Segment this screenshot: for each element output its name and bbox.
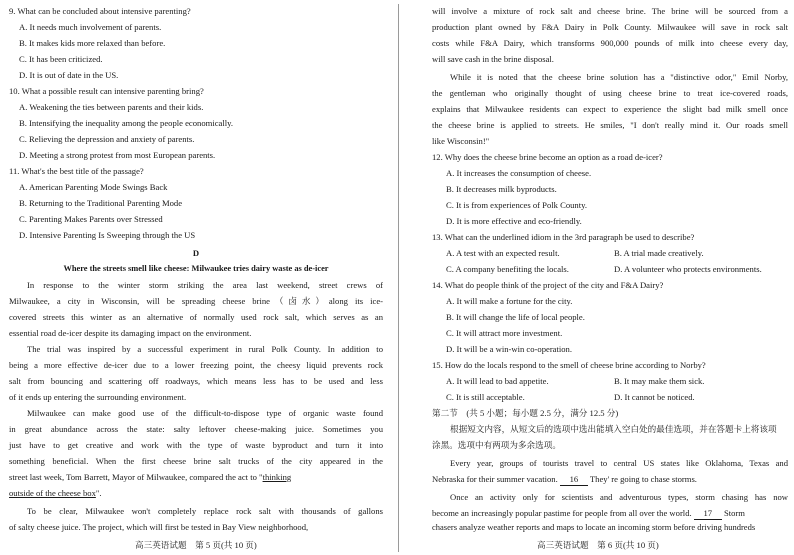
- passage-title: Where the streets smell like cheese: Milwaukee tries dairy waste as de-icer: [63, 264, 329, 273]
- question-15-option-d: D. It cannot be noticed.: [614, 392, 695, 402]
- passage-line: [9, 472, 291, 483]
- column-divider: [398, 4, 399, 552]
- passage-line: just have to get creative and work with the type of waste byproduct and turn it into: [9, 440, 383, 450]
- passage-line: being a more effective de-icer due to a lower freezing point, the cheesy liquid prevents rock: [9, 360, 383, 370]
- page-5: [0, 0, 392, 555]
- passage-line-text: become an increasingly popular pastime for people from all over the world.: [432, 508, 692, 518]
- passage-line: in great abundance across the state: salty leftover cheese-making juice. Sometimes you: [9, 424, 383, 434]
- passage-line-text: ".: [95, 488, 102, 498]
- question-15-option-b: B. It may make them sick.: [614, 376, 705, 386]
- passage-line: covered streets this winter as an alternative of normally used rock salt, which serves as an: [9, 312, 383, 322]
- passage-line: like Wisconsin!": [432, 136, 490, 146]
- underlined-idiom: outside of the cheese box: [9, 488, 96, 498]
- passage-line: Milwaukee can make good use of the difficult-to-dispose type of organic waste found: [27, 408, 383, 418]
- passage-line: production plant owned by F&A Dairy in Polk County. Milwaukee will save in rock salt: [432, 22, 788, 32]
- passage-line: essential road de-icer despite its damaging impact on the environment.: [9, 328, 252, 338]
- question-11-option-a: A. American Parenting Mode Swings Back: [19, 182, 168, 192]
- passage-line-text: Storm: [723, 508, 745, 518]
- question-14-option-a: A. It will make a fortune for the city.: [446, 296, 573, 306]
- blank-17: 17: [694, 508, 722, 520]
- question-12-option-b: B. It decreases milk byproducts.: [446, 184, 557, 194]
- passage-line: [432, 508, 745, 520]
- passage-line-text: They' re going to chase storms.: [589, 474, 697, 484]
- underlined-idiom-start: thinking: [262, 472, 292, 482]
- passage-line: will involve a mixture of rock salt and cheese brine. The brine will be sourced from a: [432, 6, 788, 16]
- passage-line-text: street last week, Tom Barrett, Mayor of Milwaukee, compared the act to ": [9, 472, 263, 482]
- question-13-option-b: B. A trial made creatively.: [614, 248, 704, 258]
- question-9-stem: 9. What can be concluded about intensive parenting?: [9, 6, 191, 16]
- question-9-option-c: C. It has been criticized.: [19, 54, 103, 64]
- question-13-option-c: C. A company benefiting the locals.: [446, 264, 569, 274]
- question-12-stem: 12. Why does the cheese brine become an option as a road de-icer?: [432, 152, 663, 162]
- passage-line: the gentleman who originally thought of using cheese brine to treat ice-covered roads,: [432, 88, 788, 98]
- question-15-option-a: A. It will lead to bad appetite.: [446, 376, 549, 386]
- page-6: [402, 0, 794, 555]
- question-9-option-d: D. It is out of date in the US.: [19, 70, 119, 80]
- section-2-instructions: 根据短文内容，从短文后的选项中选出能填入空白处的最佳选项，并在答题卡上将该项: [450, 424, 777, 434]
- question-10-option-c: C. Relieving the depression and anxiety of parents.: [19, 134, 195, 144]
- question-15-option-c: C. It is still acceptable.: [446, 392, 525, 402]
- page-footer: 高三英语试题 第 5 页(共 10 页): [135, 540, 257, 550]
- passage-line: of it ends up entering the surrounding environment.: [9, 392, 187, 402]
- question-15-stem: 15. How do the locals respond to the smell of cheese brine according to Norby?: [432, 360, 706, 370]
- passage-line: will save cash in the brine disposal.: [432, 54, 554, 64]
- question-12-option-a: A. It increases the consumption of cheese.: [446, 168, 592, 178]
- question-11-option-c: C. Parenting Makes Parents over Stressed: [19, 214, 163, 224]
- question-10-option-a: A. Weakening the ties between parents and their kids.: [19, 102, 204, 112]
- passage-line: salt from bouncing and scattering off roadways, which means less has to be used and less: [9, 376, 383, 386]
- section-2-instructions-cont: 涂黑。选项中有两项为多余选项。: [432, 440, 561, 450]
- question-11-stem: 11. What's the best title of the passage?: [9, 166, 144, 176]
- passage-letter: D: [192, 248, 200, 258]
- passage-line: In response to the winter storm striking the area last weekend, street crews of: [27, 280, 383, 290]
- question-13-stem: 13. What can the underlined idiom in the 3rd paragraph be used to describe?: [432, 232, 695, 242]
- question-14-option-b: B. It will change the life of local people.: [446, 312, 585, 322]
- passage-line: While it is noted that the cheese brine solution has a "distinctive odor," Emil Norby,: [450, 72, 788, 82]
- question-9-option-b: B. It makes kids more relaxed than before.: [19, 38, 166, 48]
- passage-line: The trial was inspired by a successful experiment in rural Polk County. In addition to: [27, 344, 383, 354]
- question-10-stem: 10. What a possible result can intensive parenting bring?: [9, 86, 204, 96]
- question-11-option-b: B. Returning to the Traditional Parenting Mode: [19, 198, 183, 208]
- blank-16: 16: [560, 474, 588, 486]
- passage-line: the cheese brine is applied to streets. He smiles, "I don't really mind it. Our roads smell: [432, 120, 788, 130]
- section-2-header: 第二节 (共 5 小题；每小题 2.5 分，满分 12.5 分): [432, 408, 619, 418]
- passage-line: Milwaukee, a city in Wisconsin, will be spreading cheese brine（卤水）along its ice-: [9, 296, 383, 306]
- passage-line: Every year, groups of tourists travel to central US states like Oklahoma, Texas and: [450, 458, 788, 468]
- passage-line-text: Nebraska for their summer vacation.: [432, 474, 558, 484]
- question-12-option-c: C. It is from experiences of Polk County.: [446, 200, 587, 210]
- question-13-option-d: D. A volunteer who protects environments.: [614, 264, 762, 274]
- passage-line: explains that Milwaukee residents can expect to experience the slight bad milk smell once: [432, 104, 788, 114]
- passage-line: [432, 474, 697, 486]
- question-14-option-d: D. It will be a win-win co-operation.: [446, 344, 573, 354]
- passage-line: chasers analyze weather reports and maps to locate an incoming storm before driving hundreds: [432, 522, 756, 532]
- passage-line: [9, 488, 102, 499]
- page-footer: 高三英语试题 第 6 页(共 10 页): [537, 540, 659, 550]
- passage-line: Once an activity only for scientists and adventurous types, storm chasing has now: [450, 492, 788, 502]
- question-12-option-d: D. It is more effective and eco-friendly.: [446, 216, 582, 226]
- question-11-option-d: D. Intensive Parenting Is Sweeping through the US: [19, 230, 196, 240]
- passage-line: something beneficial. When the first cheese brine salt trucks of the city appeared in the: [9, 456, 383, 466]
- question-9-option-a: A. It needs much involvement of parents.: [19, 22, 162, 32]
- question-10-option-d: D. Meeting a strong protest from most European parents.: [19, 150, 216, 160]
- passage-line: costs while F&A Dairy, which transforms 900,000 pounds of milk into cheese every day,: [432, 38, 788, 48]
- passage-line: of salty cheese juice. The project, which will first be tested in Bay View neighborhood,: [9, 522, 309, 532]
- question-14-option-c: C. It will attract more investment.: [446, 328, 563, 338]
- question-14-stem: 14. What do people think of the project of the city and F&A Dairy?: [432, 280, 664, 290]
- passage-line: To be clear, Milwaukee won't completely replace rock salt with thousands of gallons: [27, 506, 383, 516]
- question-10-option-b: B. Intensifying the inequality among the people economically.: [19, 118, 233, 128]
- question-13-option-a: A. A test with an expected result.: [446, 248, 560, 258]
